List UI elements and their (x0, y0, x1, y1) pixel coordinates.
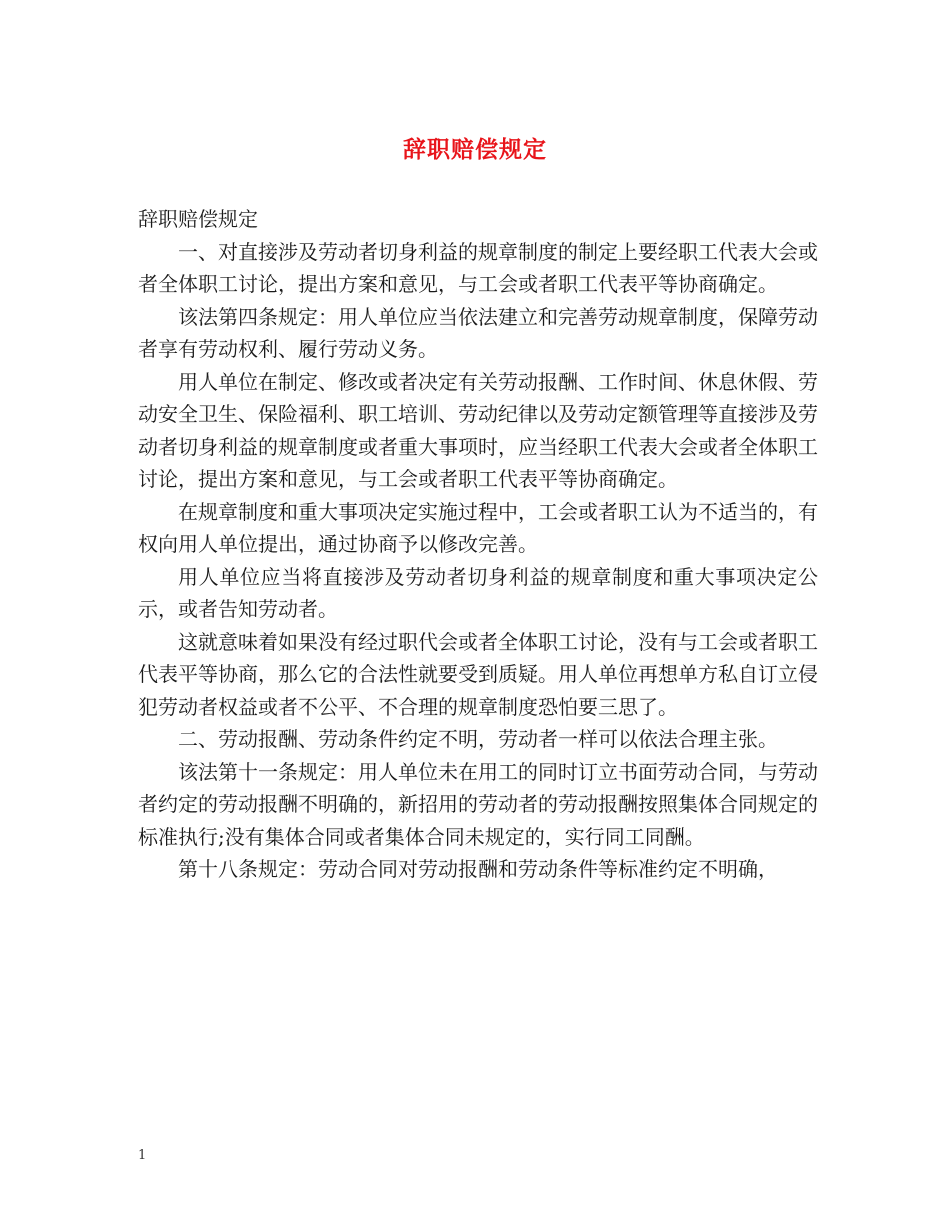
paragraph-2: 该法第四条规定：用人单位应当依法建立和完善劳动规章制度，保障劳动者享有劳动权利、履行劳动义务。 (138, 304, 818, 361)
paragraph-8: 该法第十一条规定：用人单位未在用工的同时订立书面劳动合同，与劳动者约定的劳动报酬不明确的，新招用的劳动者的劳动报酬按照集体合同规定的标准执行;没有集体合同或者集体合同未规定的，实行同工同酬。 (138, 759, 818, 849)
paragraph-7: 二、劳动报酬、劳动条件约定不明，劳动者一样可以依法合理主张。 (178, 727, 778, 751)
paragraph-5: 用人单位应当将直接涉及劳动者切身利益的规章制度和重大事项决定公示，或者告知劳动者。 (138, 564, 818, 621)
paragraph-4: 在规章制度和重大事项决定实施过程中，工会或者职工认为不适当的，有权向用人单位提出，通过协商予以修改完善。 (138, 499, 818, 556)
document-body (138, 203, 818, 886)
paragraph-9: 第十八条规定：劳动合同对劳动报酬和劳动条件等标准约定不明确， (178, 857, 778, 881)
page-title: 辞职赔偿规定 (403, 136, 547, 163)
page-number: 1 (138, 1148, 147, 1163)
paragraph-6: 这就意味着如果没有经过职代会或者全体职工讨论，没有与工会或者职工代表平等协商，那么它的合法性就要受到质疑。用人单位再想单方私自订立侵犯劳动者权益或者不公平、不合理的规章制度恐怕要三思了。 (138, 629, 818, 719)
paragraph-3: 用人单位在制定、修改或者决定有关劳动报酬、工作时间、休息休假、劳动安全卫生、保险福利、职工培训、劳动纪律以及劳动定额管理等直接涉及劳动者切身利益的规章制度或者重大事项时，应当经职工代表大会或者全体职工讨论，提出方案和意见，与工会或者职工代表平等协商确定。 (138, 369, 818, 491)
document-subtitle: 辞职赔偿规定 (138, 207, 258, 231)
paragraph-1: 一、对直接涉及劳动者切身利益的规章制度的制定上要经职工代表大会或者全体职工讨论，提出方案和意见，与工会或者职工代表平等协商确定。 (138, 239, 818, 296)
